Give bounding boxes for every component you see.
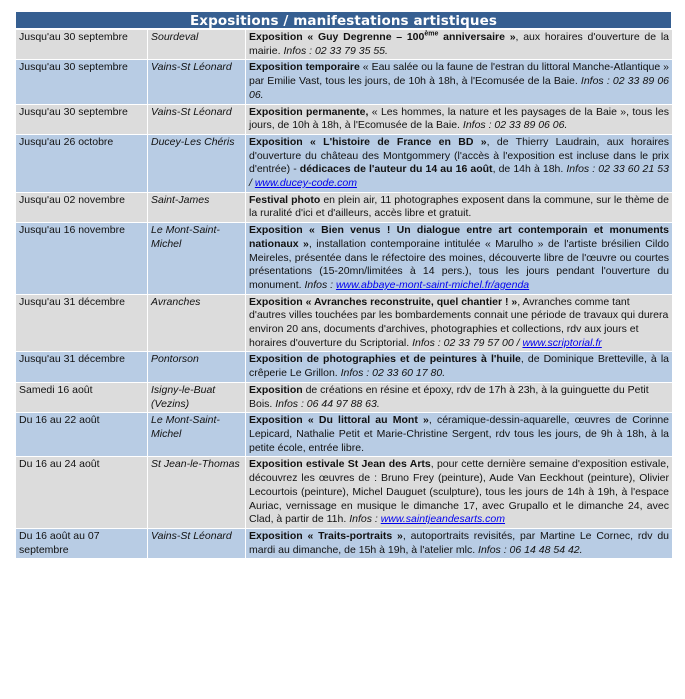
event-date: Jusqu'au 30 septembre [16, 104, 148, 134]
event-row [16, 30, 673, 60]
event-location: Vains-St Léonard [148, 60, 246, 104]
event-row [16, 134, 673, 192]
events-table [15, 29, 673, 559]
event-description: Festival photo en plein air, 11 photographes exposent dans la commune, sur le thème de la ruralité d'ici et d'ailleurs, accès libre et gratuit. [246, 192, 673, 222]
event-date: Jusqu'au 26 octobre [16, 134, 148, 192]
event-location: Le Mont-Saint-Michel [148, 223, 246, 295]
event-date: Jusqu'au 30 septembre [16, 60, 148, 104]
event-description: Exposition de photographies et de peintures à l'huile, de Dominique Bretteville, à la crêperie Le Grillon. Infos : 02 33 60 17 80. [246, 352, 673, 382]
event-description: Exposition « Avranches reconstruite, quel chantier ! », Avranches comme tant d'autres villes touchées par les bombardements connait une période de travaux qui durera environ 20 ans, documents d'archives, photographies et collections, rdv aux jours et horaires d'ouverture du Scriptorial. Infos : 02 33 79 57 00 / www.scriptorial.fr [246, 294, 673, 352]
event-row [16, 192, 673, 222]
event-description: Exposition « Traits-portraits », autoportraits revisités, par Martine Le Cornec, rdv du mardi au dimanche, de 15h à 19h, à l'atelier mlc. Infos : 06 14 48 54 42. [246, 528, 673, 558]
event-row [16, 104, 673, 134]
event-location: Saint-James [148, 192, 246, 222]
event-row [16, 382, 673, 412]
event-date: Jusqu'au 16 novembre [16, 223, 148, 295]
event-link[interactable]: www.scriptorial.fr [522, 336, 602, 349]
event-description: Exposition estivale St Jean des Arts, pour cette dernière semaine d'exposition estivale, découvrez les œuvres de : Bruno Frey (peinture), Aude Van Eeckhout (peinture), Olivier Lecourtois (peinture), Michel Dauguet (sculpture), tous les jours de 14h à 19h, à l'espace Auriac, vernissage en musique le dimanche 17, avec Grupallo et le dimanche 24, avec Clad, à partir de 11h. Infos : www.saintjeandesarts.com [246, 457, 673, 529]
event-row [16, 528, 673, 558]
event-location: Sourdeval [148, 30, 246, 60]
event-location: Vains-St Léonard [148, 528, 246, 558]
event-description: Exposition « Bien venus ! Un dialogue entre art contemporain et monuments nationaux », installation contemporaine intitulée « Marulho » de l'artiste brésilien Cildo Meireles, présentée dans le réfectoire des moines, découverte libre de l'œuvre ou courtes présentations (15-20mn/limitées à 14 pers.), tous les jours pendant l'ouverture du monument. Infos : www.abbaye-mont-saint-michel.fr/agenda [246, 223, 673, 295]
event-row [16, 352, 673, 382]
event-description: Exposition « Guy Degrenne – 100ème anniversaire », aux horaires d'ouverture de la mairie. Infos : 02 33 79 35 55. [246, 30, 673, 60]
event-date: Jusqu'au 31 décembre [16, 352, 148, 382]
agenda-sheet [15, 11, 672, 559]
event-location: Vains-St Léonard [148, 104, 246, 134]
event-location: Isigny-le-Buat (Vezins) [148, 382, 246, 412]
event-description: Exposition permanente, « Les hommes, la nature et les paysages de la Baie », tous les jours, de 10h à 18h, à l'Ecomusée de la Baie. Infos : 02 33 89 06 06. [246, 104, 673, 134]
event-date: Jusqu'au 02 novembre [16, 192, 148, 222]
event-link[interactable]: www.ducey-code.com [254, 177, 357, 190]
event-date: Du 16 août au 07 septembre [16, 528, 148, 558]
event-row [16, 60, 673, 104]
event-row [16, 413, 673, 457]
event-link[interactable]: www.saintjeandesarts.com [380, 513, 506, 526]
event-location: Avranches [148, 294, 246, 352]
event-link[interactable]: www.abbaye-mont-saint-michel.fr/agenda [335, 278, 530, 291]
section-title: Expositions / manifestations artistiques [15, 11, 672, 29]
event-date: Jusqu'au 31 décembre [16, 294, 148, 352]
event-date: Samedi 16 août [16, 382, 148, 412]
event-row [16, 223, 673, 295]
event-description: Exposition « Du littoral au Mont », céramique-dessin-aquarelle, œuvres de Corinne Lepicard, Nathalie Petit et Marie-Christine Sergent, rdv tous les jours, de 9h à 18h, à la petite école, entrée libre. [246, 413, 673, 457]
event-row [16, 294, 673, 352]
event-date: Du 16 au 22 août [16, 413, 148, 457]
event-location: Pontorson [148, 352, 246, 382]
event-location: Ducey-Les Chéris [148, 134, 246, 192]
event-date: Jusqu'au 30 septembre [16, 30, 148, 60]
event-location: St Jean-le-Thomas [148, 457, 246, 529]
event-description: Exposition temporaire « Eau salée ou la faune de l'estran du littoral Manche-Atlantique » par Emilie Vast, tous les jours, de 10h à 18h, à l'Ecomusée de la Baie. Infos : 02 33 89 06 06. [246, 60, 673, 104]
event-row [16, 457, 673, 529]
event-description: Exposition de créations en résine et époxy, rdv de 17h à 23h, à la guinguette du Petit Bois. Infos : 06 44 97 88 63. [246, 382, 673, 412]
event-date: Du 16 au 24 août [16, 457, 148, 529]
event-description: Exposition « L'histoire de France en BD », de Thierry Laudrain, aux horaires d'ouverture du château des Montgommery (l'accès à l'exposition est incluse dans le prix d'entrée) - dédicaces de l'auteur du 14 au 16 août, de 14h à 18h. Infos : 02 33 60 21 53 / www.ducey-code.com [246, 134, 673, 192]
event-location: Le Mont-Saint-Michel [148, 413, 246, 457]
